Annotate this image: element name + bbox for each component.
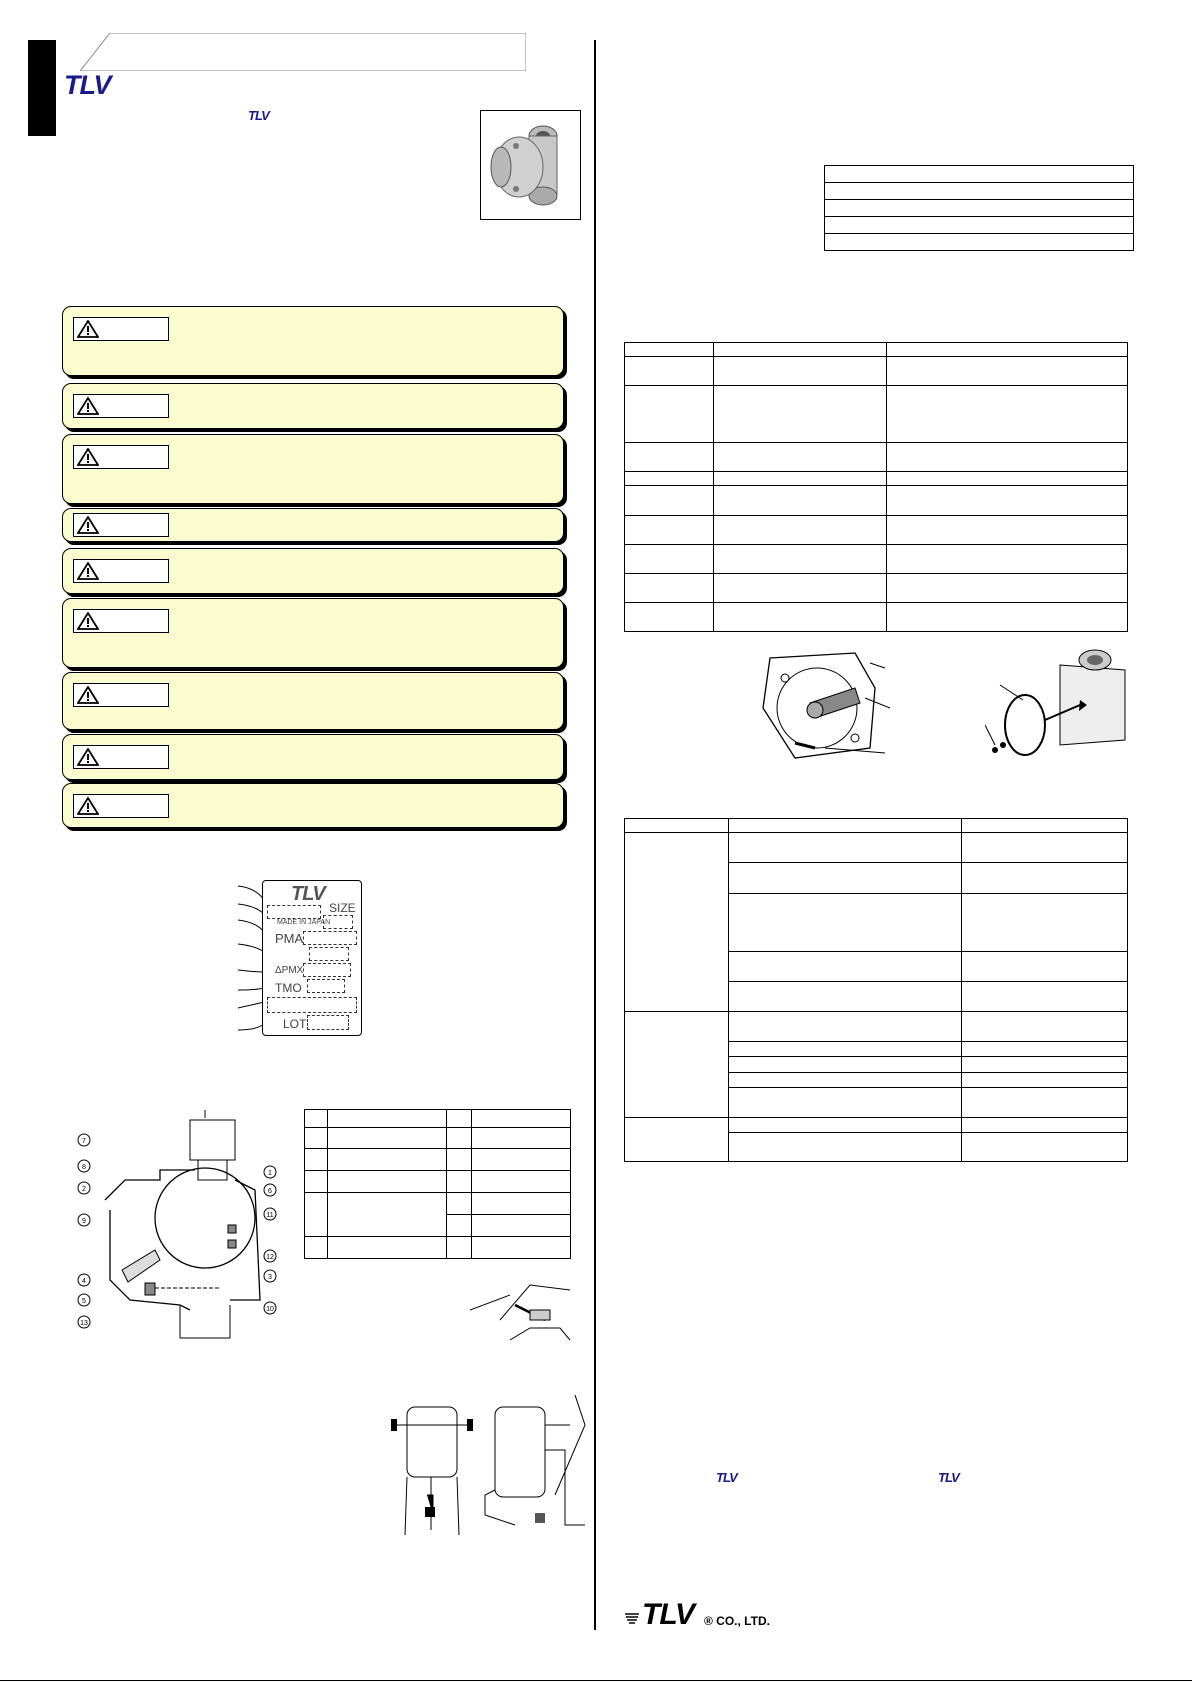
- warning-box-2: [62, 383, 564, 429]
- nameplate-field: [307, 979, 345, 993]
- part-callout-label: 12: [266, 1254, 274, 1261]
- nameplate-pma-label: PMA: [275, 931, 304, 946]
- warning-box-7: [62, 672, 564, 730]
- warning-label: [73, 683, 169, 707]
- warning-triangle-icon: [77, 797, 99, 815]
- title-frame: [80, 33, 526, 71]
- warning-label: [73, 745, 169, 769]
- warning-box-4: [62, 508, 564, 542]
- warning-triangle-icon: [77, 448, 99, 466]
- warning-triangle-icon: [77, 562, 99, 580]
- warning-box-1: [62, 306, 564, 376]
- steam-trap-section-icon: [70, 1110, 290, 1340]
- part-callout-label: 11: [266, 1212, 274, 1219]
- nameplate-made-in-label: MADE IN JAPAN: [277, 919, 331, 926]
- disassembly-icon: [755, 648, 895, 763]
- page-bottom-rule: [0, 1680, 1192, 1681]
- part-callouts: [78, 1134, 276, 1328]
- nameplate-lot-label: LOT: [283, 1017, 307, 1031]
- nameplate: [262, 880, 362, 1036]
- part-callout-label: 3: [268, 1274, 272, 1281]
- section-tab: [28, 40, 56, 136]
- troubleshooting-table: [624, 818, 1128, 1162]
- nameplate-tmo-label: TMO: [275, 981, 302, 995]
- nameplate-field: [303, 963, 351, 977]
- disassembly-cover-icon: [985, 645, 1135, 765]
- warning-label: [73, 513, 169, 537]
- tlv-logo-inline: TLV: [248, 108, 269, 123]
- part-callout-label: 7: [82, 1138, 86, 1145]
- warning-label: [73, 559, 169, 583]
- nameplate-logo: TLV: [291, 883, 325, 905]
- warning-triangle-icon: [77, 686, 99, 704]
- warning-triangle-icon: [77, 320, 99, 338]
- warning-box-5: [62, 548, 564, 594]
- tlv-logo: TLV: [64, 70, 111, 100]
- warning-label: [73, 317, 169, 341]
- nameplate-size-label: SIZE: [329, 901, 356, 915]
- valve-seat-sketch: [470, 1280, 572, 1350]
- warning-triangle-icon: [77, 516, 99, 534]
- nameplate-dpmx-label: ΔPMX: [275, 965, 304, 976]
- part-callout-label: 1: [268, 1170, 272, 1177]
- product-photo-icon: [481, 111, 580, 219]
- footer-company-suffix: ® CO., LTD.: [704, 1614, 770, 1628]
- part-callout-label: 4: [82, 1278, 86, 1285]
- part-callout-label: 5: [82, 1298, 86, 1305]
- warning-label: [73, 609, 169, 633]
- part-callout-label: 9: [82, 1218, 86, 1225]
- warning-label: [73, 445, 169, 469]
- vessel-installation-icon: [385, 1395, 595, 1545]
- warning-box-9: [62, 783, 564, 828]
- warning-box-3: [62, 434, 564, 504]
- company-emblem-icon: [624, 1612, 640, 1626]
- warning-triangle-icon: [77, 397, 99, 415]
- nameplate-field: [309, 947, 349, 961]
- warning-triangle-icon: [77, 748, 99, 766]
- tlv-logo-inline: TLV: [716, 1470, 737, 1485]
- part-callout-label: 13: [80, 1320, 88, 1327]
- nameplate-field: [267, 905, 321, 919]
- product-photo: [480, 110, 581, 220]
- footer-tlv-logo: TLV: [642, 1598, 695, 1631]
- warning-label: [73, 394, 169, 418]
- nameplate-field: [267, 997, 357, 1013]
- warning-label: [73, 794, 169, 818]
- warning-box-8: [62, 734, 564, 780]
- part-callout-label: 6: [268, 1188, 272, 1195]
- warning-box-6: [62, 598, 564, 668]
- tlv-logo-inline: TLV: [938, 1470, 959, 1485]
- inspection-table: [624, 342, 1128, 632]
- warning-triangle-icon: [77, 612, 99, 630]
- nameplate-field: [303, 931, 357, 945]
- part-callout-label: 10: [266, 1306, 274, 1313]
- parts-table: [304, 1109, 571, 1259]
- part-callout-label: 2: [82, 1186, 86, 1193]
- part-callout-label: 8: [82, 1164, 86, 1171]
- spec-table: [824, 165, 1134, 251]
- nameplate-field: [307, 1015, 349, 1030]
- column-divider: [594, 40, 596, 1630]
